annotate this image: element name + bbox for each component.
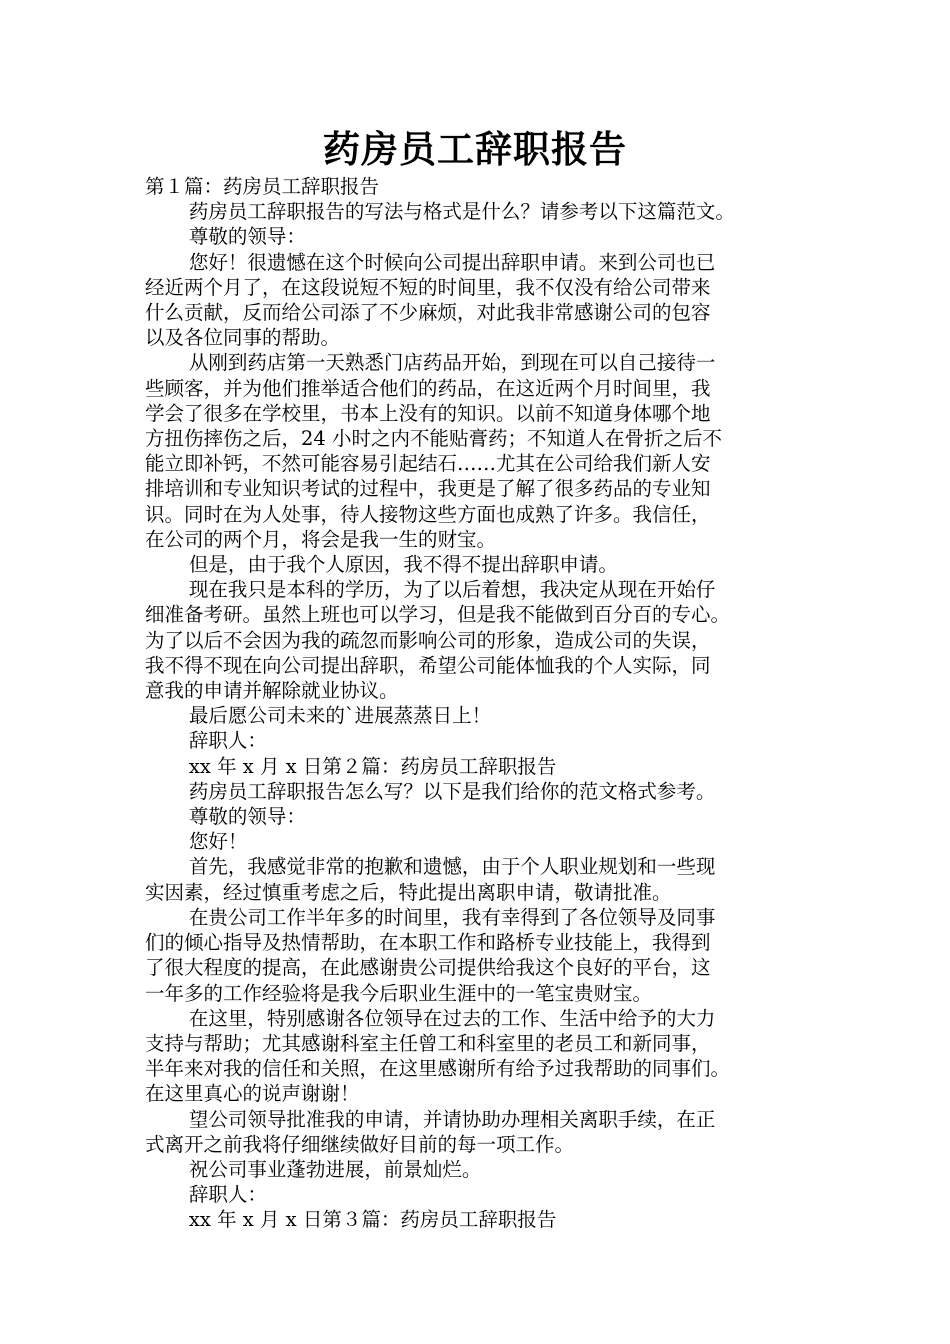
text-line: 尊敬的领导： (188, 225, 306, 249)
text-line: 识。同时在为人处事，待人接物这些方面也成熟了许多。我信任， (145, 502, 711, 526)
text-line: 支持与帮助；尤其感谢科室主任曾工和科室里的老员工和新同事， (145, 1031, 711, 1055)
paragraph (145, 854, 811, 904)
paragraph (145, 754, 811, 779)
text-line: 辞职人： (188, 729, 267, 753)
text-line: 在公司的两个月，将会是我一生的财宝。 (145, 527, 497, 551)
paragraph (145, 905, 811, 1006)
text-line: 细准备考研。虽然上班也可以学习，但是我不能做到百分百的专心。 (145, 603, 731, 627)
paragraph (145, 174, 811, 199)
text-line: 方扭伤摔伤之后，24 小时之内不能贴膏药；不知道人在骨折之后不 (145, 427, 723, 451)
text-line: 以及各位同事的帮助。 (145, 326, 341, 350)
text-line: 学会了很多在学校里，书本上没有的知识。以前不知道身体哪个地 (145, 401, 711, 425)
text-line: 能立即补钙，不然可能容易引起结石……尤其在公司给我们新人安 (145, 452, 711, 476)
paragraph (145, 1157, 811, 1182)
text-line: 辞职人： (188, 1183, 267, 1207)
text-line: 经近两个月了，在这段说短不短的时间里，我不仅没有给公司带来 (145, 275, 711, 299)
paragraph (145, 703, 811, 728)
text-line: 望公司领导批准我的申请，并请协助办理相关离职手续，在正 (188, 1107, 716, 1131)
paragraph (145, 728, 811, 753)
text-line: 但是，由于我个人原因，我不得不提出辞职申请。 (188, 553, 618, 577)
paragraph (145, 1006, 811, 1107)
paragraph (145, 224, 811, 249)
paragraph (145, 1107, 811, 1157)
paragraph (145, 577, 811, 703)
document-body (145, 174, 811, 1233)
paragraph (145, 350, 811, 552)
text-line: 从刚到药店第一天熟悉门店药品开始，到现在可以自己接待一 (188, 351, 716, 375)
text-line: 些顾客，并为他们推举适合他们的药品，在这近两个月时间里，我 (145, 376, 711, 400)
text-line: 现在我只是本科的学历，为了以后着想，我决定从现在开始仔 (188, 578, 716, 602)
text-line: 意我的申请并解除就业协议。 (145, 679, 399, 703)
text-line: 首先，我感觉非常的抱歉和遗憾，由于个人职业规划和一些现 (188, 855, 716, 879)
text-line: 在这里，特别感谢各位领导在过去的工作、生活中给予的大力 (188, 1006, 716, 1030)
text-line: 第１篇：药房员工辞职报告 (145, 175, 380, 198)
text-line: 什么贡献，反而给公司添了不少麻烦，对此我非常感谢公司的包容 (145, 301, 711, 325)
text-line: 为了以后不会因为我的疏忽而影响公司的形象，造成公司的失误， (145, 628, 711, 652)
document-title: 药房员工辞职报告 (323, 128, 627, 171)
paragraph (145, 250, 811, 351)
paragraph (145, 552, 811, 577)
text-line: 实因素，经过慎重考虑之后，特此提出离职申请，敬请批准。 (145, 880, 672, 904)
text-line: 半年来对我的信任和关照，在这里感谢所有给予过我帮助的同事们。 (145, 1057, 731, 1081)
text-line: 一年多的工作经验将是我今后职业生涯中的一笔宝贵财宝。 (145, 981, 653, 1005)
text-line: 药房员工辞职报告的写法与格式是什么？请参考以下这篇范文。 (188, 200, 735, 224)
text-line: xx 年 x 月 x 日第２篇：药房员工辞职报告 (188, 754, 557, 778)
paragraph (145, 1207, 811, 1232)
text-line: 祝公司事业蓬勃进展，前景灿烂。 (188, 1157, 482, 1181)
text-line: 尊敬的领导： (188, 805, 306, 829)
text-line: 您好！ (188, 830, 248, 854)
text-line: 药房员工辞职报告怎么写？以下是我们给你的范文格式参考。 (188, 779, 716, 803)
text-line: 最后愿公司未来的`进展蒸蒸日上！ (188, 704, 492, 728)
text-line: 我不得不现在向公司提出辞职，希望公司能体恤我的个人实际，同 (145, 653, 711, 677)
text-line: 了很大程度的提高，在此感谢贵公司提供给我这个良好的平台，这 (145, 956, 711, 980)
paragraph (145, 1182, 811, 1207)
text-line: xx 年 x 月 x 日第３篇：药房员工辞职报告 (188, 1208, 557, 1232)
text-line: 在这里真心的说声谢谢！ (145, 1082, 360, 1106)
text-line: 您好！很遗憾在这个时候向公司提出辞职申请。来到公司也已 (188, 250, 716, 274)
paragraph (145, 199, 811, 224)
paragraph (145, 779, 811, 804)
paragraph (145, 829, 811, 854)
text-line: 式离开之前我将仔细继续做好目前的每一项工作。 (145, 1132, 575, 1156)
text-line: 们的倾心指导及热情帮助，在本职工作和路桥专业技能上，我得到 (145, 931, 711, 955)
text-line: 在贵公司工作半年多的时间里，我有幸得到了各位领导及同事 (188, 905, 716, 929)
text-line: 排培训和专业知识考试的过程中，我更是了解了很多药品的专业知 (145, 477, 711, 501)
paragraph (145, 804, 811, 829)
